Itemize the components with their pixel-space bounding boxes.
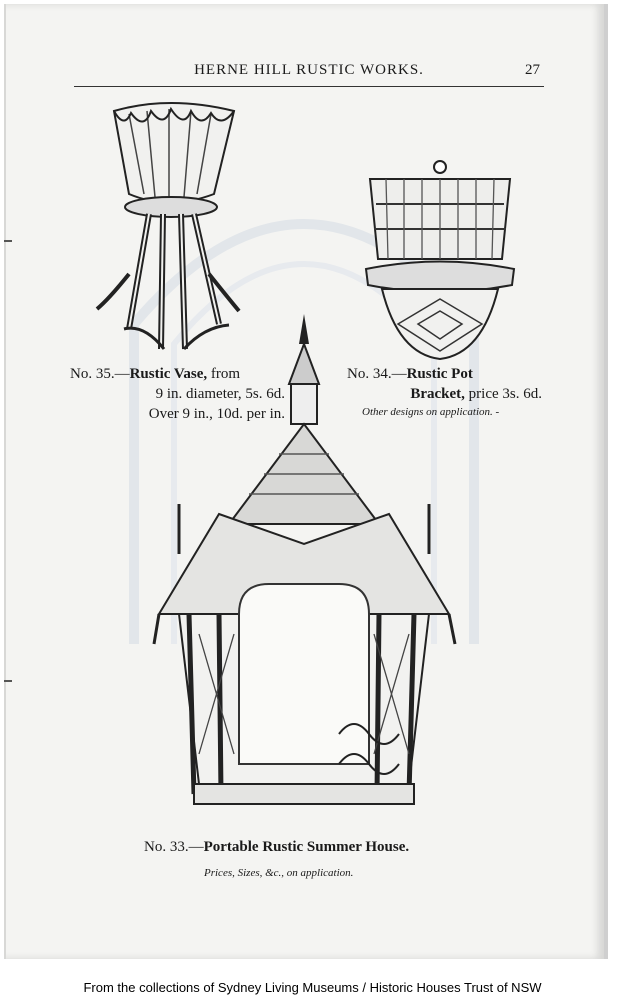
item-price-extra: Over 9 in., 10d. per in. bbox=[148, 406, 285, 422]
note-prices-sizes: Prices, Sizes, &c., on application. bbox=[204, 867, 354, 879]
item-number: No. 33.— bbox=[144, 839, 204, 855]
page-number: 27 bbox=[525, 62, 540, 78]
item-name-cont: Bracket, bbox=[410, 386, 465, 402]
item-number: No. 35.— bbox=[70, 366, 130, 382]
item-name: Rustic Vase, bbox=[129, 366, 208, 382]
item-price: 9 in. diameter, 5s. 6d. bbox=[155, 386, 285, 402]
caption-rustic-vase bbox=[70, 364, 285, 424]
caption-summer-house bbox=[144, 837, 474, 857]
item-name: Rustic Pot bbox=[406, 366, 473, 382]
item-name: Portable Rustic Summer House. bbox=[203, 839, 410, 855]
item-desc: from bbox=[207, 366, 241, 382]
item-price: price 3s. 6d. bbox=[464, 386, 542, 402]
item-number: No. 34.— bbox=[347, 366, 407, 382]
note-other-designs: Other designs on application. - bbox=[362, 406, 500, 418]
catalogue-page bbox=[4, 4, 608, 959]
header-title: HERNE HILL RUSTIC WORKS. bbox=[194, 62, 424, 78]
collection-credit: From the collections of Sydney Living Museums / Historic Houses Trust of NSW bbox=[83, 980, 542, 995]
caption-rustic-pot-bracket bbox=[347, 364, 542, 404]
